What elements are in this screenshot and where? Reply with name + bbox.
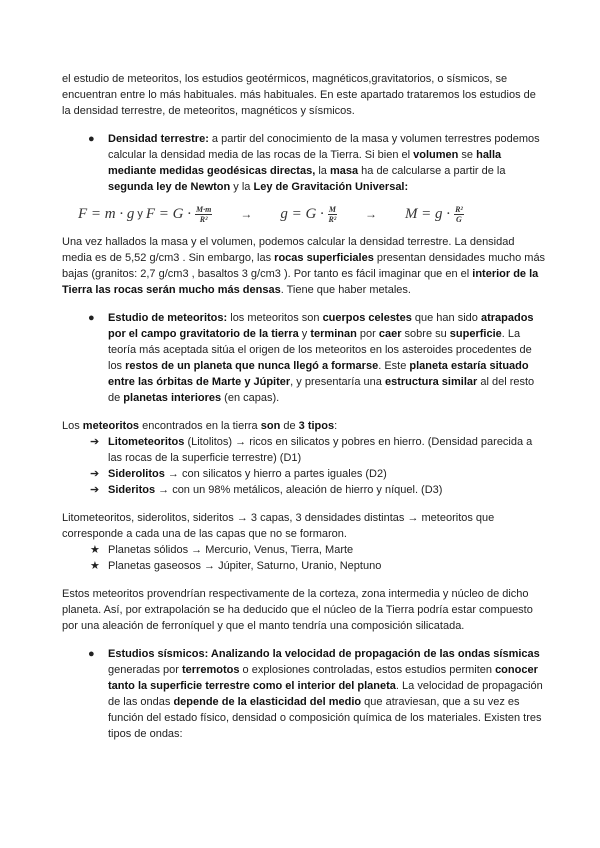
text-run: y <box>298 328 311 340</box>
text-run: generadas por <box>108 664 182 676</box>
bullet-icon: ● <box>88 648 95 660</box>
formula-conjunction: y <box>137 208 143 220</box>
arrow-bullet-icon: ➔ <box>90 484 100 496</box>
arrow-icon: → <box>364 207 377 221</box>
text-run: , y presentaría una <box>290 376 385 388</box>
bullet-icon: ● <box>88 312 95 324</box>
bold-text: terremotos <box>182 664 240 676</box>
formula-g: g = G · <box>280 206 324 222</box>
bold-text: superficie <box>449 328 502 340</box>
text-run: Planetas sólidos → Mercurio, Venus, Tierra, Marte <box>108 544 354 556</box>
bold-text: conocer tanto la superficie terrestre como el interior del planeta <box>108 664 538 692</box>
list-item <box>62 482 546 498</box>
bold-text: cuerpos celestes <box>322 312 412 324</box>
bold-text: planeta estaría situado entre las órbitas de Marte y Júpiter <box>108 360 529 388</box>
text-run: que atraviesan, que a su vez es función del estado físico, densidad o composición química de los materiales. Existen tres tipos de ondas: <box>108 696 542 740</box>
bullet-item <box>62 131 546 195</box>
formula-gravitation: F = G · <box>145 206 191 222</box>
arrow-bullet-icon: ➔ <box>90 468 100 480</box>
formula-weight: F = m · g <box>78 206 135 222</box>
text-run: Planetas gaseosos → Júpiter, Saturno, Uranio, Neptuno <box>108 560 382 572</box>
text-run: Una vez hallados la masa y el volumen, podemos calcular la densidad terrestre. La densidad media es de 5,52 g/cm3 . Sin embargo, las <box>62 236 515 264</box>
text-run: la <box>315 165 330 177</box>
text-run: o explosiones controladas, estos estudios permiten <box>239 664 496 676</box>
numerator: R² <box>455 204 463 214</box>
numerator: M·m <box>196 204 212 214</box>
formula-mass: M = g · <box>404 206 451 222</box>
text-run: que han sido <box>411 312 481 324</box>
text-run: . Este <box>378 360 410 372</box>
bold-text: Siderolitos <box>108 468 165 480</box>
bold-text: depende de la elasticidad del medio <box>173 696 362 708</box>
bold-text: planetas interiores <box>123 392 222 404</box>
bold-text: volumen <box>413 149 459 161</box>
bold-text: Litometeoritos <box>108 436 185 448</box>
text-run: (en capas). <box>221 392 280 404</box>
text-run: : <box>334 420 338 432</box>
paragraph <box>62 234 546 298</box>
bold-text: halla mediante medidas geodésicas directas, <box>108 149 502 177</box>
list-item <box>62 558 546 574</box>
bold-text: Ley de Gravitación Universal: <box>253 181 409 193</box>
paragraph <box>62 418 546 434</box>
list-item <box>62 466 546 482</box>
bullet-item <box>62 310 546 406</box>
formula-fraction <box>195 205 212 224</box>
text-run: encontrados en la tierra <box>139 420 261 432</box>
text-run: . Tiene que haber metales. <box>280 284 411 296</box>
bold-text: Densidad terrestre: <box>108 133 209 145</box>
text-run: se <box>458 149 477 161</box>
paragraph <box>62 510 546 542</box>
numerator: M <box>328 204 336 214</box>
text-run: a partir del conocimiento de la masa y volumen terrestres podemos calcular la densidad media de las rocas de la Tierra. Si bien el <box>108 133 540 161</box>
formula-fraction <box>328 205 337 224</box>
bold-text: meteoritos <box>82 420 140 432</box>
text-run: → con silicatos y hierro a partes iguales (D2) <box>164 468 387 480</box>
bold-text: masa <box>329 165 359 177</box>
formula-fraction <box>454 205 464 224</box>
arrow-bullet-icon: ➔ <box>90 436 100 448</box>
list-item <box>62 542 546 558</box>
text-run: → con un 98% metálicos, aleación de hierro y níquel. (D3) <box>155 484 443 496</box>
text-run: y la <box>230 181 254 193</box>
text-run: de <box>280 420 299 432</box>
bold-text: son <box>260 420 281 432</box>
bold-text: Estudio de meteoritos: <box>108 312 228 324</box>
bold-text: caer <box>378 328 402 340</box>
bold-text: estructura similar <box>384 376 478 388</box>
denominator: G <box>456 214 462 224</box>
bold-text: Sideritos <box>108 484 156 496</box>
text-run: . La teoría más aceptada sitúa el origen de los meteoritos en los asteroides procedentes de los <box>108 328 532 372</box>
paragraph <box>62 71 546 119</box>
text-run: presentan densidades mucho más bajas (granitos: 2,7 g/cm3 , basaltos 3 g/cm3 ). Por tanto es fácil imaginar que en el <box>62 252 546 280</box>
text-run: ha de calcularse a partir de la <box>358 165 506 177</box>
bullet-icon: ● <box>88 133 95 145</box>
text-run: por <box>356 328 379 340</box>
denominator: R² <box>199 214 208 224</box>
arrow-icon: → <box>240 207 253 221</box>
bold-text: segunda ley de Newton <box>108 181 231 193</box>
bold-text: 3 tipos <box>298 420 335 432</box>
denominator: R² <box>328 214 337 224</box>
bold-text: restos de un planeta que nunca llegó a formarse <box>125 360 379 372</box>
bold-text: interior de la Tierra las rocas serán mucho más densas <box>62 268 539 296</box>
text-run: (Litolitos) → ricos en silicatos y pobres en hierro. (Densidad parecida a las rocas de la superficie terrestre) (D1) <box>108 436 533 464</box>
text-run: Los <box>62 420 83 432</box>
bold-text: terminan <box>310 328 357 340</box>
text-run: al del resto de <box>108 376 535 404</box>
paragraph <box>62 586 546 634</box>
star-bullet-icon: ★ <box>90 560 100 572</box>
gravitation-formula <box>78 200 546 228</box>
text-run: Estos meteoritos provendrían respectivamente de la corteza, zona intermedia y núcleo de dicho planeta. Así, por extrapolación se ha deducido que el núcleo de la Tierra podría estar compuesto por una aleación de ferroníquel y que el manto tendría una composición silicatada. <box>62 588 533 632</box>
text-run: los meteoritos son <box>227 312 323 324</box>
list-item <box>62 434 546 466</box>
bold-text: atrapados por el campo gravitatorio de la tierra <box>108 312 534 340</box>
bullet-item <box>62 646 546 742</box>
text-run: el estudio de meteoritos, los estudios geotérmicos, magnéticos,gravitatorios, o sísmicos, se encuentran entre lo más habituales. más habituales. En este apartado trataremos los estudios de la densidad terrestre, de meteoritos, magnéticos y sísmicos. <box>62 73 536 117</box>
bold-text: rocas superficiales <box>274 252 374 264</box>
text-run: . La velocidad de propagación de las ondas <box>108 680 543 708</box>
text-run: Litometeoritos, siderolitos, sideritos → 3 capas, 3 densidades distintas → meteoritos que corresponde a cada una de las capas que no se formaron. <box>62 512 495 540</box>
star-bullet-icon: ★ <box>90 544 100 556</box>
bold-text: Estudios sísmicos: Analizando la velocidad de propagación de las ondas sísmicas <box>108 648 540 660</box>
text-run: sobre su <box>401 328 450 340</box>
